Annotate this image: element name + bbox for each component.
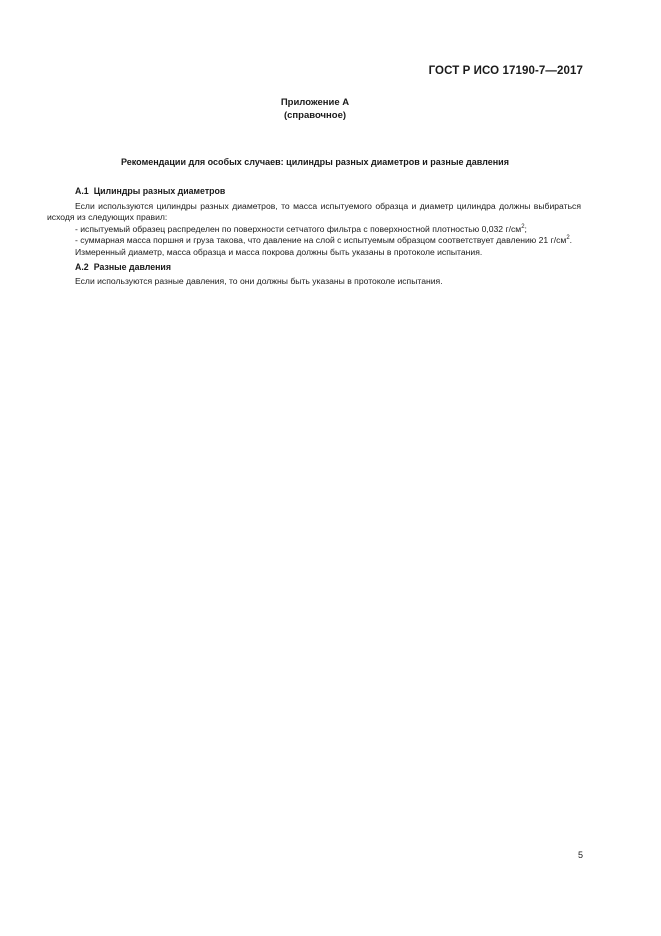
appendix-subtitle: (справочное) — [283, 110, 347, 121]
rule-1-text: - испытуемый образец распределен по поверхности сетчатого фильтра с поверхностной плотностью 0,032 г/см — [75, 223, 522, 234]
section-heading: Рекомендации для особых случаев: цилиндры разных диаметров и разные давления — [121, 157, 509, 167]
section-a1-rule-2 — [47, 235, 581, 247]
page-number: 5 — [577, 850, 583, 860]
section-a2-heading — [75, 262, 581, 274]
section-a1-intro: Если используются цилиндры разных диаметров, то масса испытуемого образца и диаметр цилиндра должны выбираться исходя из следующих правил: — [47, 200, 581, 223]
standard-code: ГОСТ Р ИСО 17190-7—2017 — [428, 65, 583, 77]
section-a1-heading — [75, 186, 581, 198]
section-a1-note: Измеренный диаметр, масса образца и масса покрова должны быть указаны в протоколе испытания. — [75, 246, 483, 257]
section-a2-number: А.2 — [75, 261, 89, 272]
section-a1-title: Цилиндры разных диаметров — [93, 186, 226, 196]
appendix-title: Приложение А — [280, 97, 350, 108]
section-a2-text: Если используются разные давления, то они должны быть указаны в протоколе испытания. — [75, 276, 443, 287]
rule-2-superscript: 2 — [566, 235, 570, 242]
appendix-title-block — [0, 96, 630, 122]
section-a1-number: А.1 — [75, 186, 89, 196]
rule-2-end: . — [569, 235, 573, 246]
document-body — [47, 186, 581, 288]
rule-2-text: - суммарная масса поршня и груза такова, что давление на слой с испытуемым образцом соответствует давлению 21 г/см — [75, 235, 567, 246]
section-a2-title: Разные давления — [93, 261, 171, 272]
section-a1-rule-1 — [47, 224, 581, 236]
rule-1-superscript: 2 — [521, 223, 525, 230]
rule-1-end: ; — [524, 223, 527, 234]
